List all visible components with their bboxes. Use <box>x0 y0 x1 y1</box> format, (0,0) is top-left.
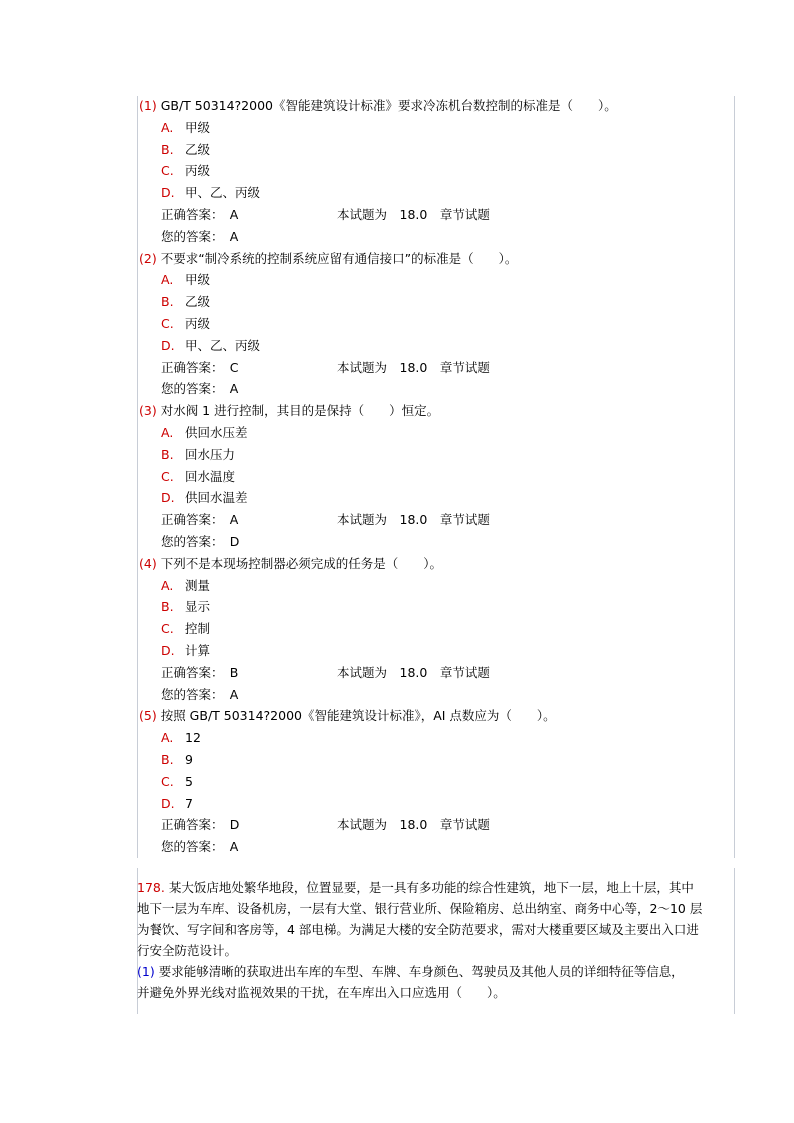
option-item <box>161 120 210 136</box>
your-answer-row <box>161 839 238 855</box>
option-item <box>161 316 210 332</box>
question-stem <box>139 708 556 724</box>
score-info: 本试题为 18.0 章节试题 <box>337 512 490 528</box>
option-text: 乙级 <box>185 141 211 157</box>
option-item <box>161 578 210 594</box>
option-letter: C. <box>161 773 174 789</box>
option-text: 12 <box>185 730 201 746</box>
question-text: GB/T 50314?2000《智能建筑设计标准》要求冷冻机台数控制的标准是（ ）。 <box>160 98 617 113</box>
option-letter: A. <box>161 425 174 440</box>
question-stem <box>139 403 439 419</box>
option-letter: B. <box>161 752 174 767</box>
question-stem <box>139 556 442 572</box>
correct-answer: 正确答案： B <box>161 664 239 680</box>
option-item <box>161 752 193 768</box>
your-answer-row <box>161 229 238 245</box>
option-letter: B. <box>161 446 174 462</box>
score-info: 本试题为 18.0 章节试题 <box>337 359 490 375</box>
your-answer: 您的答案： A <box>161 228 239 244</box>
score-info: 本试题为 18.0 章节试题 <box>337 817 490 833</box>
your-answer-row <box>161 687 238 703</box>
answer-row <box>161 512 490 528</box>
sub-question-text: 要求能够清晰的获取进出车库的车型、车牌、车身颜色、驾驶员及其他人员的详细特征等信息， <box>158 964 684 979</box>
option-letter: A. <box>161 577 174 593</box>
option-text: 乙级 <box>185 294 211 310</box>
question-number: (4) <box>139 555 157 571</box>
option-letter: D. <box>161 643 175 658</box>
option-item <box>161 447 235 463</box>
case-text: 地下一层为车库、设备机房，一层有大堂、银行营业所、保险箱房、总出纳室、商务中心等，2～10 层 <box>137 901 703 916</box>
option-letter: D. <box>161 490 175 506</box>
score-info: 本试题为 18.0 章节试题 <box>337 207 490 222</box>
option-item <box>161 599 210 615</box>
question-text: 按照 GB/T 50314?2000《智能建筑设计标准》，AI 点数应为（ ）。 <box>160 708 556 724</box>
option-item <box>161 730 201 746</box>
case-text: 某大饭店地处繁华地段，位置显要，是一具有多功能的综合性建筑，地下一层，地上十层，其中 <box>168 880 694 895</box>
your-answer: 您的答案： A <box>161 381 239 397</box>
question-number: (3) <box>139 403 157 419</box>
option-item <box>161 774 193 790</box>
option-text: 供回水压差 <box>185 425 248 440</box>
answer-row <box>161 817 490 833</box>
option-letter: A. <box>161 119 174 135</box>
question-text: 下列不是本现场控制器必须完成的任务是（ ）。 <box>160 555 442 571</box>
question-number: (1) <box>139 98 157 113</box>
option-letter: D. <box>161 795 175 811</box>
option-letter: B. <box>161 599 174 615</box>
option-item <box>161 490 248 506</box>
option-text: 9 <box>185 752 193 767</box>
option-item <box>161 469 235 485</box>
correct-answer: 正确答案： A <box>161 512 239 528</box>
option-item <box>161 142 210 158</box>
option-item <box>161 272 210 288</box>
question-text: 对水阀 1 进行控制，其目的是保持（ ）恒定。 <box>160 403 440 419</box>
option-text: 回水温度 <box>185 468 236 484</box>
option-text: 丙级 <box>185 316 211 331</box>
option-text: 5 <box>185 773 193 789</box>
your-answer: 您的答案： D <box>161 534 240 549</box>
case-text: 行安全防范设计。 <box>137 943 238 958</box>
case-paragraph-line <box>137 901 702 917</box>
your-answer: 您的答案： A <box>161 839 239 855</box>
option-text: 甲级 <box>185 119 211 135</box>
option-text: 甲、乙、丙级 <box>185 185 261 201</box>
option-item <box>161 163 210 179</box>
option-text: 测量 <box>185 577 211 593</box>
option-item <box>161 796 193 812</box>
option-item <box>161 425 248 441</box>
option-letter: A. <box>161 272 174 288</box>
sub-question-line <box>137 985 506 1001</box>
option-letter: C. <box>161 163 174 179</box>
sub-question-line <box>137 964 684 980</box>
option-text: 计算 <box>185 643 211 658</box>
case-paragraph-line <box>137 880 694 896</box>
option-letter: C. <box>161 468 174 484</box>
sub-question-text: 并避免外界光线对监视效果的干扰，在车库出入口应选用（ ）。 <box>137 985 506 1000</box>
case-number: 178. <box>137 880 165 895</box>
option-item <box>161 643 210 659</box>
question-stem <box>139 251 517 267</box>
question-number: (2) <box>139 250 157 266</box>
option-letter: A. <box>161 730 174 746</box>
your-answer-row <box>161 381 238 397</box>
option-text: 甲、乙、丙级 <box>185 337 261 353</box>
option-text: 回水压力 <box>185 446 236 462</box>
question-number: (5) <box>139 708 157 724</box>
option-text: 控制 <box>185 621 211 637</box>
sub-question-number: (1) <box>137 964 155 979</box>
correct-answer: 正确答案： C <box>161 359 239 375</box>
score-info: 本试题为 18.0 章节试题 <box>337 664 490 680</box>
option-letter: B. <box>161 294 174 310</box>
question-stem <box>139 98 617 114</box>
correct-answer: 正确答案： D <box>161 817 240 833</box>
option-letter: C. <box>161 621 174 637</box>
your-answer-row <box>161 534 239 550</box>
option-text: 显示 <box>185 599 211 615</box>
answer-row <box>161 207 490 223</box>
correct-answer: 正确答案： A <box>161 207 239 222</box>
answer-row <box>161 360 490 376</box>
option-letter: D. <box>161 185 175 201</box>
option-item <box>161 338 260 354</box>
option-text: 甲级 <box>185 272 211 288</box>
case-paragraph-line <box>137 943 237 959</box>
option-text: 供回水温差 <box>185 490 248 506</box>
your-answer: 您的答案： A <box>161 686 239 702</box>
option-item <box>161 621 210 637</box>
option-text: 7 <box>185 795 193 811</box>
option-letter: D. <box>161 337 175 353</box>
option-item <box>161 294 210 310</box>
option-text: 丙级 <box>185 163 211 179</box>
option-letter: B. <box>161 141 174 157</box>
case-paragraph-line <box>137 922 699 938</box>
answer-row <box>161 665 490 681</box>
option-item <box>161 185 260 201</box>
option-letter: C. <box>161 316 174 331</box>
case-text: 为餐饮、写字间和客房等，4 部电梯。为满足大楼的安全防范要求，需对大楼重要区域及主要出入口进 <box>137 922 699 937</box>
question-text: 不要求“制冷系统的控制系统应留有通信接口”的标准是（ ）。 <box>160 250 518 266</box>
